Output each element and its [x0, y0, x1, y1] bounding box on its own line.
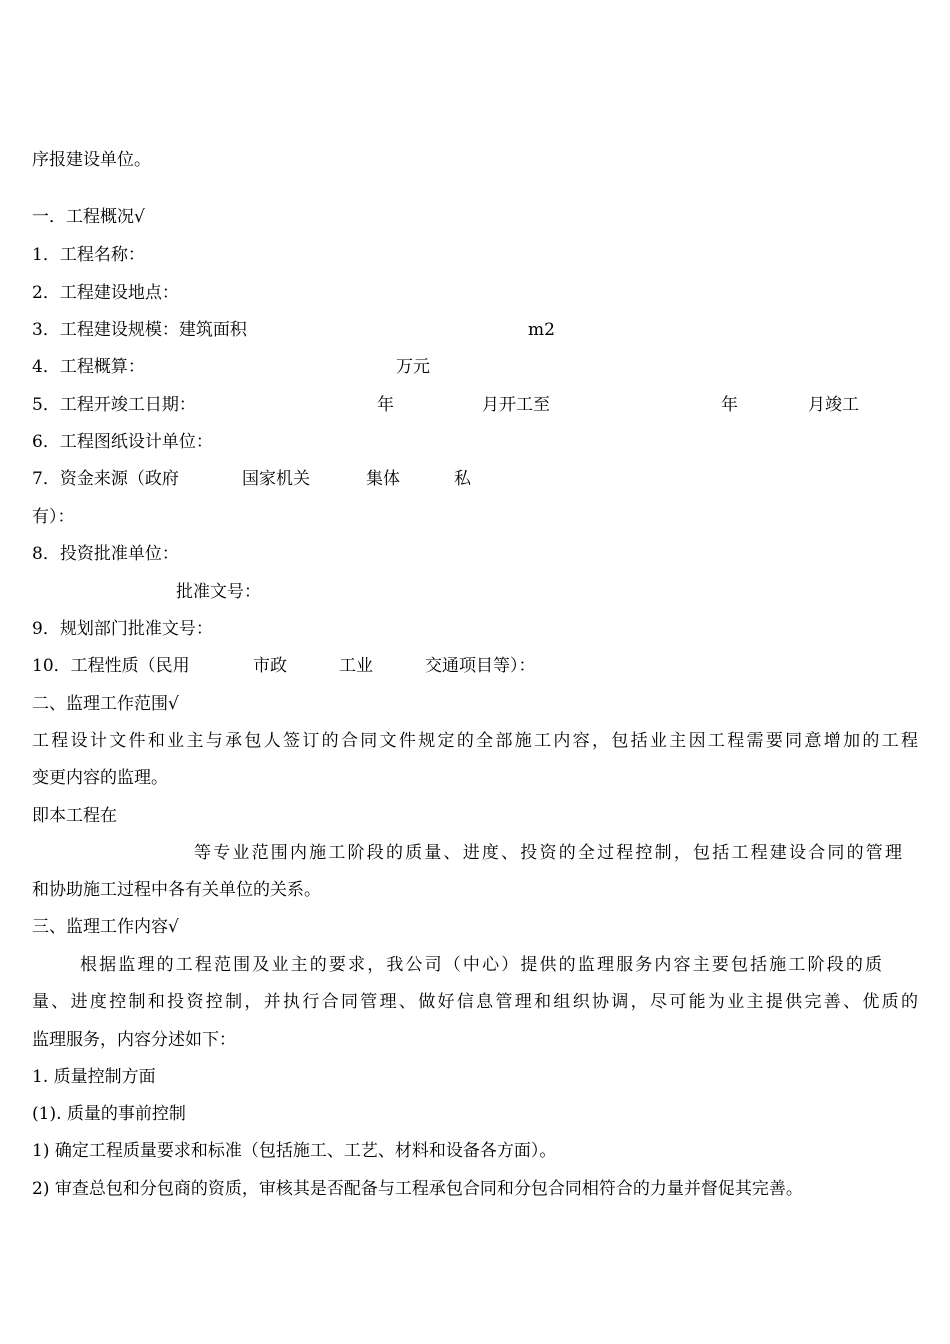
section-2-paragraph-2-line-3: 和协助施工过程中各有关单位的关系。 — [32, 880, 321, 900]
section-2-heading: 二、监理工作范围√ — [32, 694, 179, 714]
intro-line: 序报建设单位。 — [32, 150, 151, 170]
item-7-option-collective: 集体 — [366, 469, 400, 489]
item-10-option-transport: 交通项目等）： — [425, 656, 536, 676]
item-5-dates-label: 5．工程开竣工日期： — [32, 395, 196, 415]
item-8-approval-unit: 8．投资批准单位： — [32, 544, 179, 564]
section-1-heading: 一．工程概况√ — [32, 207, 145, 227]
item-10-option-industrial: 工业 — [339, 656, 373, 676]
item-2-location: 2．工程建设地点： — [32, 283, 179, 303]
item-4-budget-label: 4．工程概算： — [32, 357, 145, 377]
item-6-design-unit: 6．工程图纸设计单位： — [32, 432, 213, 452]
section-3-paragraph-line-2: 量、进度控制和投资控制，并执行合同管理、做好信息管理和组织协调，尽可能为业主提供完善、优质的 — [32, 992, 918, 1012]
item-5-year-end: 年 — [721, 395, 738, 415]
item-7-continuation: 有）： — [32, 507, 75, 527]
pre-control-item-1: 1) 确定工程质量要求和标准（包括施工、工艺、材料和设备各方面）。 — [32, 1141, 557, 1161]
item-9-planning-approval: 9．规划部门批准文号： — [32, 619, 213, 639]
item-5-year-start: 年 — [377, 395, 394, 415]
section-2-paragraph-1-line-2: 变更内容的监理。 — [32, 768, 168, 788]
section-2-paragraph-2-line-2: 等专业范围内施工阶段的质量、进度、投资的全过程控制，包括工程建设合同的管理 — [194, 843, 902, 863]
section-3-heading: 三、监理工作内容√ — [32, 917, 179, 937]
section-3-paragraph-line-1: 根据监理的工程范围及业主的要求，我公司（中心）提供的监理服务内容主要包括施工阶段的质 — [80, 955, 882, 975]
item-10-option-municipal: 市政 — [253, 656, 287, 676]
item-10-nature-label: 10．工程性质（民用 — [32, 656, 190, 676]
item-7-option-private: 私 — [454, 469, 471, 489]
item-4-unit: 万元 — [396, 357, 430, 377]
section-2-paragraph-1-line-1: 工程设计文件和业主与承包人签订的合同文件规定的全部施工内容，包括业主因工程需要同意增加的工程 — [32, 731, 918, 751]
subsection-quality-control: 1. 质量控制方面 — [32, 1067, 156, 1087]
item-5-month-start: 月开工至 — [482, 395, 550, 415]
item-8-approval-number: 批准文号： — [176, 582, 261, 602]
item-5-month-end: 月竣工 — [808, 395, 859, 415]
section-3-paragraph-line-3: 监理服务，内容分述如下： — [32, 1030, 236, 1050]
item-7-funding-label: 7．资金来源（政府 — [32, 469, 179, 489]
item-1-project-name: 1．工程名称： — [32, 245, 145, 265]
item-7-option-state-organ: 国家机关 — [242, 469, 310, 489]
item-3-unit: m2 — [528, 320, 555, 340]
item-3-scale-label: 3．工程建设规模：建筑面积 — [32, 320, 247, 340]
pre-control-item-2: 2) 审查总包和分包商的资质，审核其是否配备与工程承包合同和分包合同相符合的力量并督促其完善。 — [32, 1179, 803, 1199]
subsection-pre-control: (1). 质量的事前控制 — [32, 1104, 186, 1124]
section-2-paragraph-2-line-1: 即本工程在 — [32, 806, 117, 826]
